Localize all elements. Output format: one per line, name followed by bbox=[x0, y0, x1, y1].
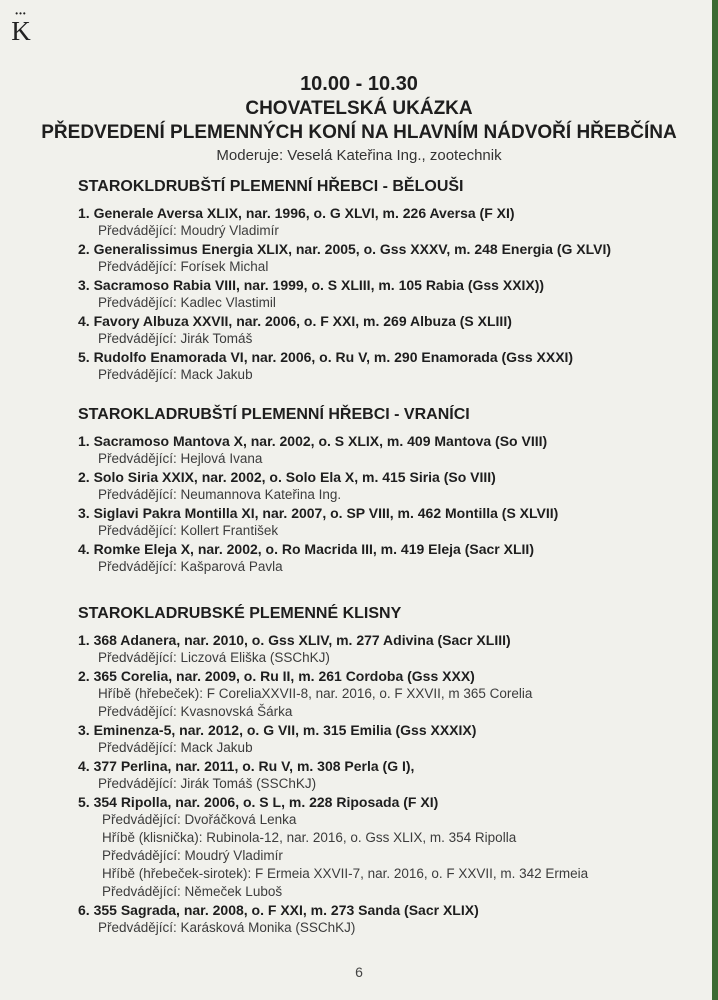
section-mares bbox=[78, 604, 698, 937]
list-item bbox=[78, 348, 698, 384]
list-item bbox=[78, 793, 698, 901]
entry-main: 3. Eminenza-5, nar. 2012, o. G VII, m. 315 Emilia (Gss XXXIX) bbox=[78, 722, 477, 738]
entry-handler: Předvádějící: Kašparová Pavla bbox=[98, 559, 283, 574]
entry-handler: Předvádějící: Jirák Tomáš (SSChKJ) bbox=[98, 776, 317, 791]
event-moderator: Moderuje: Veselá Kateřina Ing., zootechnik bbox=[216, 147, 502, 164]
list-item bbox=[78, 312, 698, 348]
section-title: STAROKLADRUBŠTÍ PLEMENNÍ HŘEBCI - VRANÍCI bbox=[78, 406, 470, 423]
entry-handler: Předvádějící: Mack Jakub bbox=[98, 367, 253, 382]
entry-main: 4. 377 Perlina, nar. 2011, o. Ru V, m. 308 Perla (G I), bbox=[78, 758, 415, 774]
list-item bbox=[78, 901, 698, 937]
list-item bbox=[78, 757, 698, 793]
entry-handler: Předvádějící: Kvasnovská Šárka bbox=[98, 704, 293, 719]
entry-foal: Hříbě (hřebeček): F CoreliaXXVII-8, nar. 2016, o. F XXVII, m 365 Corelia bbox=[98, 686, 533, 701]
logo-k-icon bbox=[8, 10, 34, 44]
entry-handler: Předvádějící: Forísek Michal bbox=[98, 259, 269, 274]
entry-handler: Předvádějící: Kollert František bbox=[98, 523, 279, 538]
entry-main: 5. 354 Ripolla, nar. 2006, o. S L, m. 228 Riposada (F XI) bbox=[78, 794, 439, 810]
list-item bbox=[78, 240, 698, 276]
entry-handler: Předvádějící: Liczová Eliška (SSChKJ) bbox=[98, 650, 330, 665]
entry-main: 4. Favory Albuza XXVII, nar. 2006, o. F XXI, m. 269 Albuza (S XLIII) bbox=[78, 313, 512, 329]
list-item bbox=[78, 432, 698, 468]
entry-main: 2. 365 Corelia, nar. 2009, o. Ru II, m. 261 Cordoba (Gss XXX) bbox=[78, 668, 475, 684]
entry-main: 4. Romke Eleja X, nar. 2002, o. Ro Macrida III, m. 419 Eleja (Sacr XLII) bbox=[78, 541, 534, 557]
entry-main: 5. Rudolfo Enamorada VI, nar. 2006, o. Ru V, m. 290 Enamorada (Gss XXXI) bbox=[78, 349, 574, 365]
entry-main: 3. Siglavi Pakra Montilla XI, nar. 2007, o. SP VIII, m. 462 Montilla (S XLVII) bbox=[78, 505, 559, 521]
logo-dots: ••• bbox=[15, 9, 27, 18]
list-item bbox=[78, 667, 698, 721]
entry-foal-handler: Předvádějící: Němeček Luboš bbox=[102, 884, 283, 899]
entry-main: 1. Sacramoso Mantova X, nar. 2002, o. S XLIX, m. 409 Mantova (So VIII) bbox=[78, 433, 548, 449]
entry-main: 1. 368 Adanera, nar. 2010, o. Gss XLIV, m. 277 Adivina (Sacr XLIII) bbox=[78, 632, 511, 648]
entry-main: 1. Generale Aversa XLIX, nar. 1996, o. G XLVI, m. 226 Aversa (F XI) bbox=[78, 205, 515, 221]
entry-handler: Předvádějící: Moudrý Vladimír bbox=[98, 223, 279, 238]
list-item bbox=[78, 204, 698, 240]
entry-handler: Předvádějící: Jirák Tomáš bbox=[98, 331, 253, 346]
entry-main: 2. Solo Siria XXIX, nar. 2002, o. Solo Ela X, m. 415 Siria (So VIII) bbox=[78, 469, 496, 485]
entry-main: 2. Generalissimus Energia XLIX, nar. 2005, o. Gss XXXV, m. 248 Energia (G XLVI) bbox=[78, 241, 612, 257]
event-subtitle: PŘEDVEDENÍ PLEMENNÝCH KONÍ NA HLAVNÍM NÁDVOŘÍ HŘEBČÍNA bbox=[41, 122, 677, 143]
entry-main: 3. Sacramoso Rabia VIII, nar. 1999, o. S XLIII, m. 105 Rabia (Gss XXIX)) bbox=[78, 277, 545, 293]
entry-main: 6. 355 Sagrada, nar. 2008, o. F XXI, m. 273 Sanda (Sacr XLIX) bbox=[78, 902, 479, 918]
list-item bbox=[78, 276, 698, 312]
event-time: 10.00 - 10.30 bbox=[300, 73, 418, 95]
list-item bbox=[78, 504, 698, 540]
section-title: STAROKLADRUBSKÉ PLEMENNÉ KLISNY bbox=[78, 605, 402, 622]
entry-foal-handler: Předvádějící: Moudrý Vladimír bbox=[102, 848, 283, 863]
entry-handler: Předvádějící: Kadlec Vlastimil bbox=[98, 295, 276, 310]
entry-handler: Předvádějící: Karásková Monika (SSChKJ) bbox=[98, 920, 356, 935]
list-item bbox=[78, 721, 698, 757]
entry-handler: Předvádějící: Neumannova Kateřina Ing. bbox=[98, 487, 342, 502]
section-black-stallions bbox=[78, 405, 698, 576]
list-item bbox=[78, 631, 698, 667]
list-item bbox=[78, 468, 698, 504]
event-title: CHOVATELSKÁ UKÁZKA bbox=[245, 98, 473, 119]
logo-letter: K bbox=[11, 16, 31, 46]
page-number: 6 bbox=[355, 964, 363, 980]
entry-foal: Hříbě (klisnička): Rubinola-12, nar. 2016, o. Gss XLIX, m. 354 Ripolla bbox=[102, 830, 517, 845]
entry-handler: Předvádějící: Dvořáčková Lenka bbox=[102, 812, 297, 827]
section-title: STAROKLDRUBŠTÍ PLEMENNÍ HŘEBCI - BĚLOUŠI bbox=[78, 178, 464, 195]
entry-foal: Hříbě (hřebeček-sirotek): F Ermeia XXVII-7, nar. 2016, o. F XXVII, m. 342 Ermeia bbox=[102, 866, 589, 881]
entry-handler: Předvádějící: Hejlová Ivana bbox=[98, 451, 263, 466]
entry-handler: Předvádějící: Mack Jakub bbox=[98, 740, 253, 755]
section-white-stallions bbox=[78, 177, 698, 384]
list-item bbox=[78, 540, 698, 576]
